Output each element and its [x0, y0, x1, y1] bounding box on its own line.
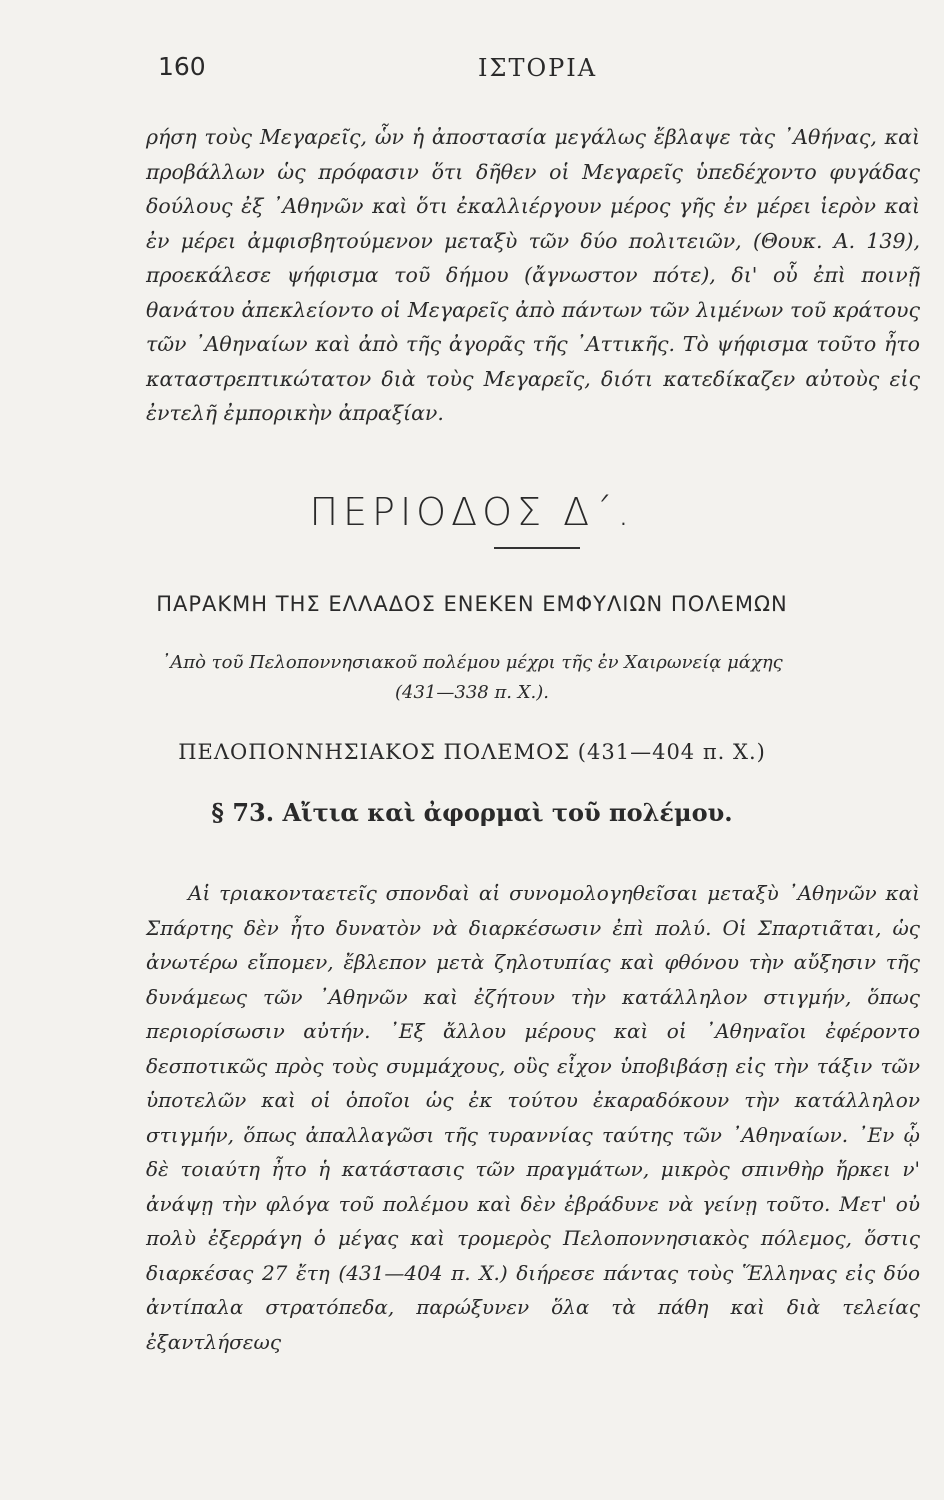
- section-title: ΠΑΡΑΚΜΗ ΤΗΣ ΕΛΛΑΔΟΣ ΕΝΕΚΕΝ ΕΜΦΥΛΙΩΝ ΠΟΛΕΜΩΝ: [156, 592, 788, 616]
- war-heading: ΠΕΛΟΠΟΝΝΗΣΙΑΚΟΣ ΠΟΛΕΜΟΣ (431—404 π. Χ.): [178, 740, 766, 764]
- paragraph-continuation: ρήση τοὺς Μεγαρεῖς, ὧν ἡ ἀποστασία μεγάλως ἔβλαψε τὰς ᾿Αθήνας, καὶ προβάλλων ὡς πρόφασιν ὅτι δῆθεν οἱ Μεγαρεῖς ὑπεδέχοντο φυγάδας δούλους ἐξ ᾿Αθηνῶν καὶ ὅτι ἐκαλλιέργουν μέρος γῆς ἐν μέρει ἱερὸν καὶ ἐν μέρει ἀμφισβητούμενον μεταξὺ τῶν δύο πολιτειῶν, (Θουκ. Α. 139), προεκάλεσε ψήφισμα τοῦ δήμου (ἄγνωστον πότε), δι' οὗ ἐπὶ ποινῇ θανάτου ἀπεκλείοντο οἱ Μεγαρεῖς ἀπὸ πάντων τῶν λιμένων τοῦ κράτους τῶν ᾿Αθηναίων καὶ ἀπὸ τῆς ἀγορᾶς τῆς ᾿Αττικῆς. Τὸ ψήφισμα τοῦτο ἦτο καταστρεπτικώτατον διὰ τοὺς Μεγαρεῖς, διότι κατεδίκαζεν αὐτοὺς εἰς ἐντελῆ ἐμπορικὴν ἀπραξίαν.: [146, 125, 920, 425]
- period-title: ΠΕΡΙΟΔΟΣ Δ΄.: [309, 490, 635, 534]
- paragraph-body: Αἱ τριακονταετεῖς σπονδαὶ αἱ συνομολογηθεῖσαι μεταξὺ ᾿Αθηνῶν καὶ Σπάρτης δὲν ἦτο δυνατὸν νὰ διαρκέσωσιν ἐπὶ πολύ. Οἱ Σπαρτιᾶται, ὡς ἀνωτέρω εἴπομεν, ἔβλεπον μετὰ ζηλοτυπίας καὶ φθόνου τὴν αὔξησιν τῆς δυνάμεως τῶν ᾿Αθηνῶν καὶ ἐζήτουν τὴν κατάλληλον στιγμήν, ὅπως περιορίσωσιν αὐτήν. ᾿Εξ ἄλλου μέρους καὶ οἱ ᾿Αθηναῖοι ἐφέροντο δεσποτικῶς πρὸς τοὺς συμμάχους, οὓς εἶχον ὑποβιβάσῃ εἰς τὴν τάξιν τῶν ὑποτελῶν καὶ οἱ ὁποῖοι ὡς ἐκ τούτου ἐκαραδόκουν τὴν κατάλληλον στιγμήν, ὅπως ἀπαλλαγῶσι τῆς τυραννίας ταύτης τῶν ᾿Αθηναίων. ᾿Εν ᾧ δὲ τοιαύτη ἦτο ἡ κατάστασις τῶν πραγμάτων, μικρὸς σπινθὴρ ἤρκει ν' ἀνάψῃ τὴν φλόγα τοῦ πολέμου καὶ δὲν ἐβράδυνε νὰ γείνῃ τοῦτο. Μετ' οὐ πολὺ ἐξερράγη ὁ μέγας καὶ τρομερὸς Πελοποννησιακὸς πόλεμος, ὅστις διαρκέσας 27 ἔτη (431—404 π. Χ.) διήρεσε πάντας τοὺς Ἕλληνας εἰς δύο ἀντίπαλα στρατόπεδα, παρώξυνεν ὅλα τὰ πάθη καὶ διὰ τελείας ἐξαντλήσεως: [146, 881, 920, 1354]
- divider-rule: [494, 547, 580, 549]
- section-subtitle: [0, 648, 944, 708]
- subtitle-line-2: (431—338 π. Χ.).: [394, 682, 549, 703]
- page-number: 160: [158, 52, 206, 81]
- running-title: ΙΣΤΟΡΙΑ: [478, 54, 598, 82]
- chapter-heading: § 73. Αἴτια καὶ ἀφορμαὶ τοῦ πολέμου.: [211, 798, 733, 827]
- subtitle-line-1: ᾿Απὸ τοῦ Πελοποννησιακοῦ πολέμου μέχρι τῆς ἐν Χαιρωνείᾳ μάχης: [161, 652, 783, 673]
- page-header: [158, 52, 918, 92]
